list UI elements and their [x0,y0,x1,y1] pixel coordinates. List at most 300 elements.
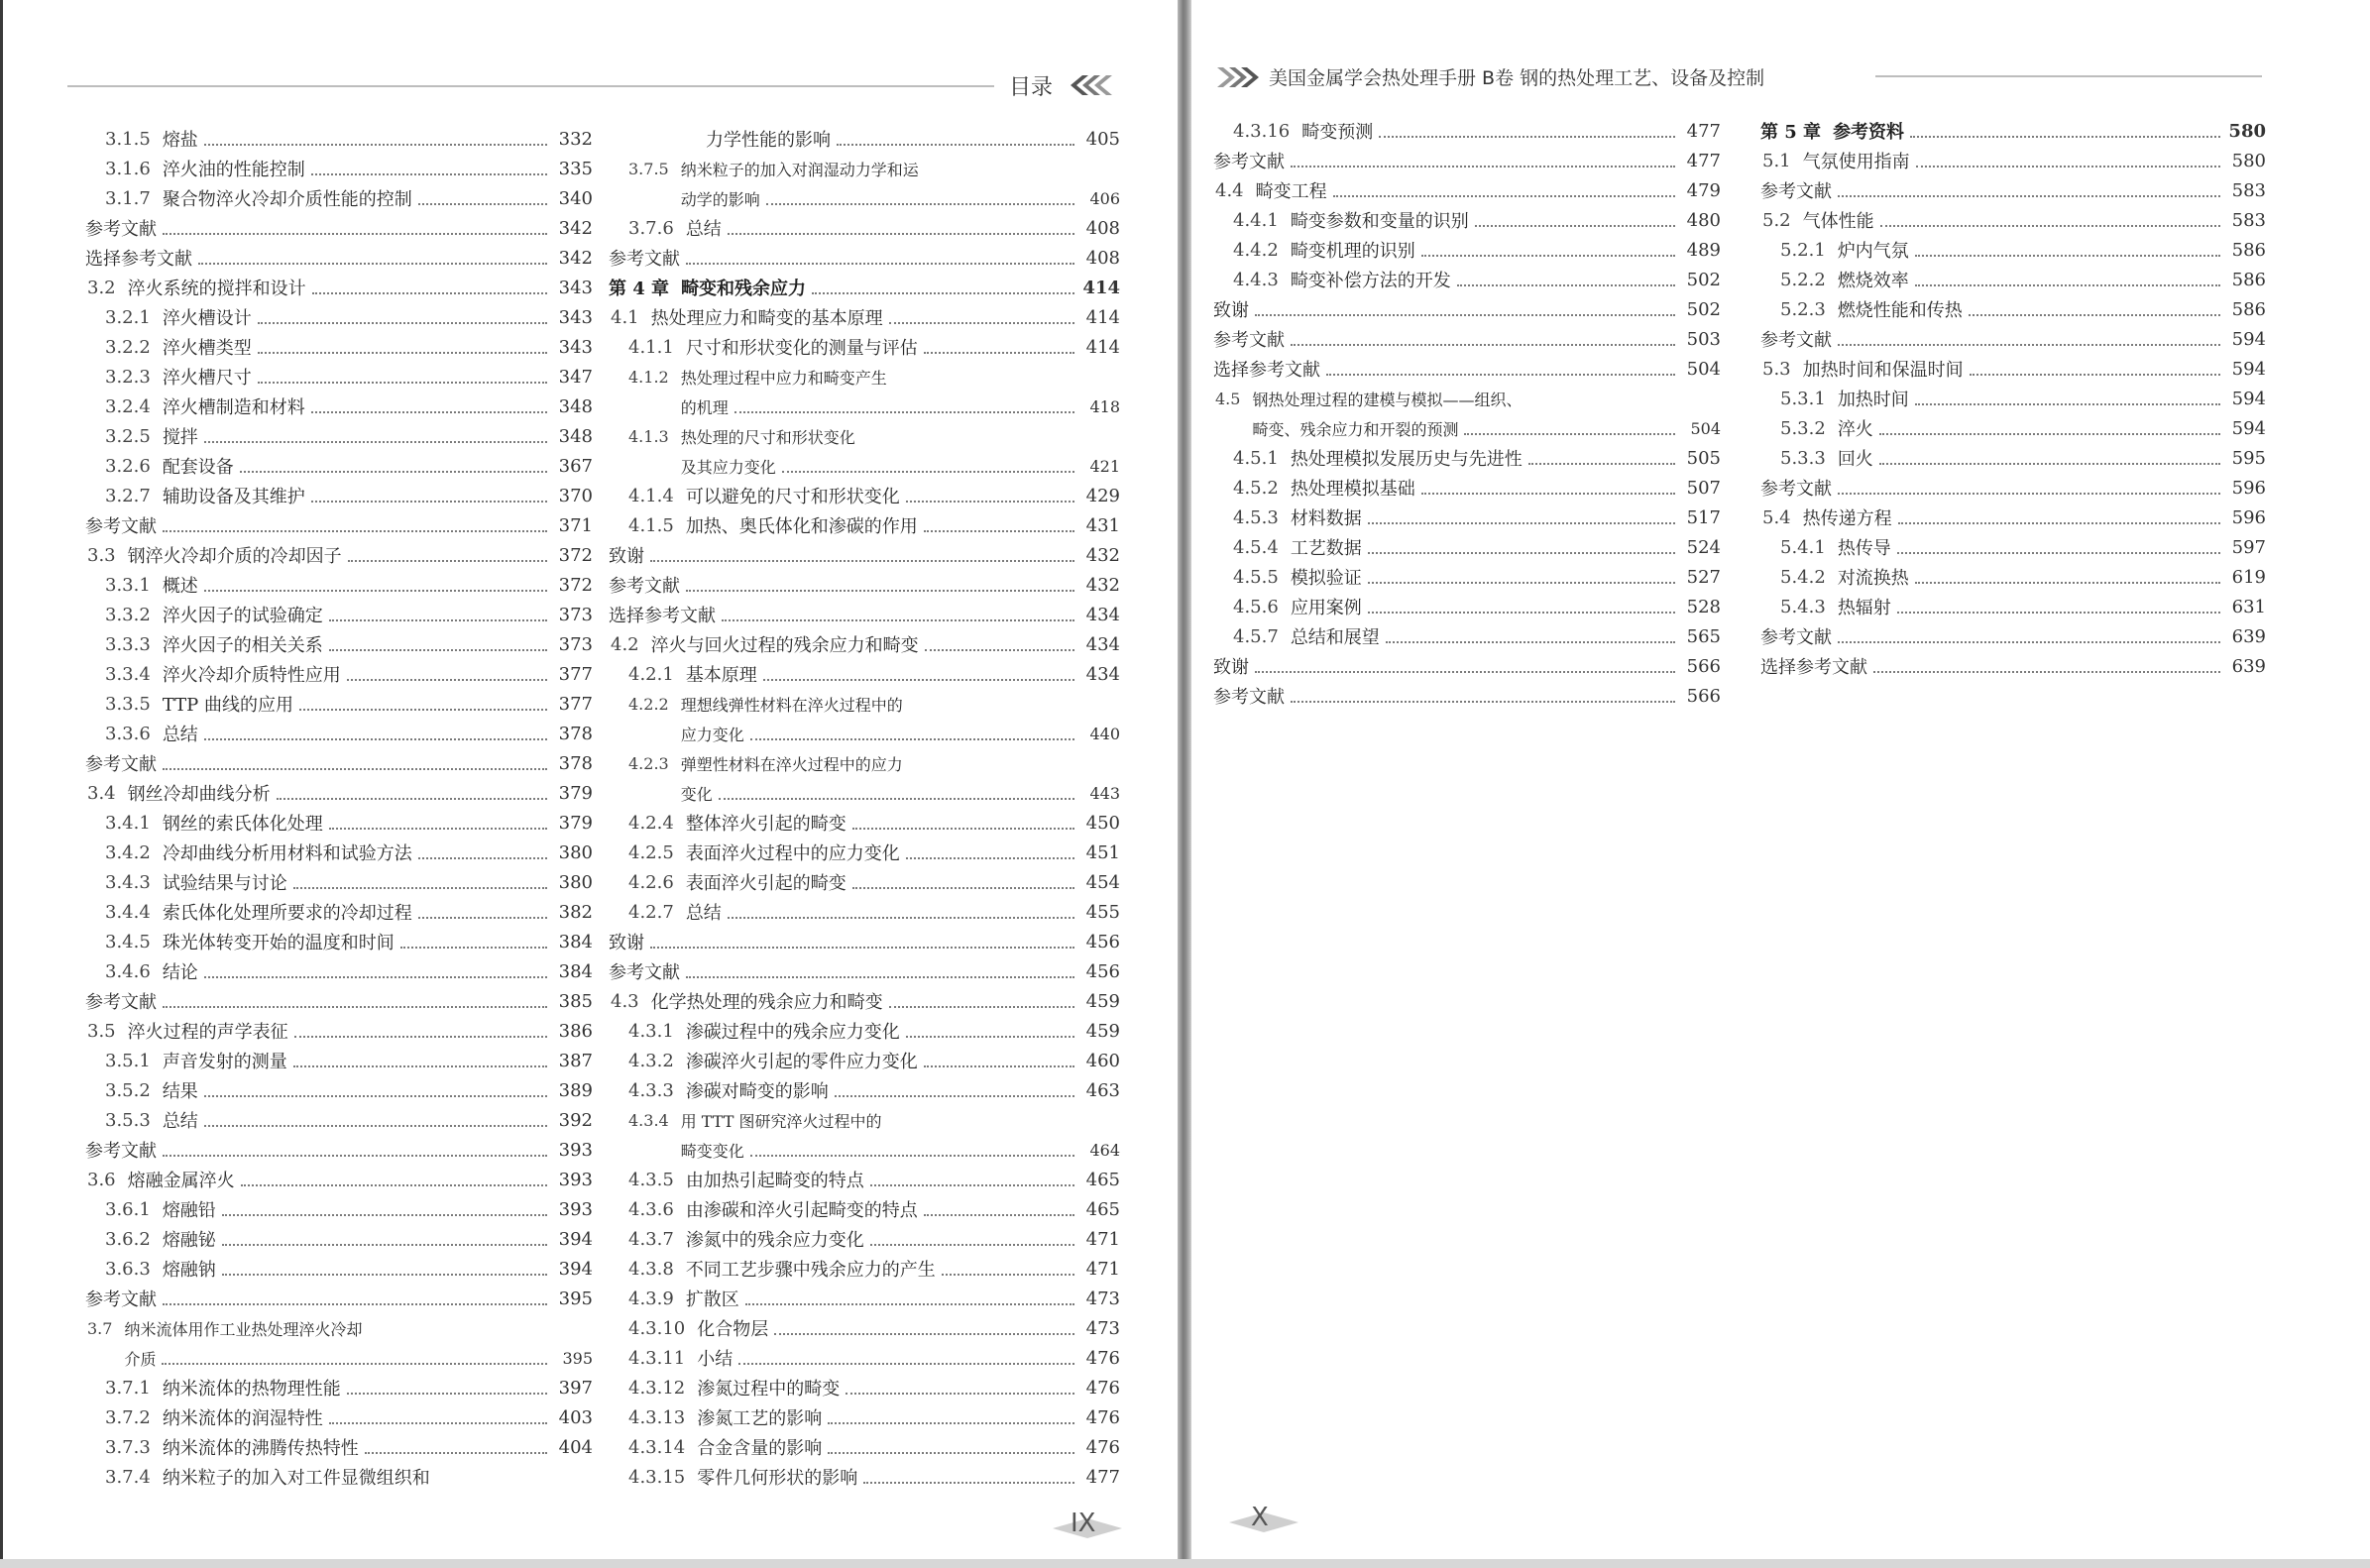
toc-number: 5.2.1 [1780,239,1826,261]
toc-entry[interactable] [1213,235,1721,265]
toc-entry[interactable] [85,1194,593,1224]
toc-entry[interactable] [85,481,593,510]
toc-entry[interactable] [609,273,1120,302]
toc-entry[interactable] [1760,175,2266,205]
toc-page: 394 [558,1228,593,1250]
toc-number: 3.5 [87,1020,116,1042]
toc-line [1760,621,2266,651]
toc-page: 586 [2231,269,2266,290]
toc-entry[interactable] [609,1343,1120,1373]
toc-page: 382 [558,901,593,923]
toc-number: 3.2.2 [105,336,151,358]
toc-entry[interactable] [1213,503,1721,532]
toc-line [611,629,1120,659]
toc-leader-dots [258,343,547,354]
toc-page: 393 [558,1169,593,1190]
toc-title: 纳米流体的润湿特性 [162,1408,323,1429]
toc-title: 致谢 [609,546,644,567]
toc-title: 参考文献 [609,962,680,983]
toc-entry[interactable] [609,1016,1120,1046]
toc-title: 纳米粒子的加入对工件显微组织和 [162,1468,430,1489]
toc-entry[interactable] [609,570,1120,600]
toc-line [628,867,1120,897]
toc-line [105,154,593,183]
toc-entry[interactable] [85,719,593,748]
toc-line [628,481,1120,510]
toc-entry[interactable] [85,183,593,213]
toc-line [628,897,1120,927]
toc-leader-dots [204,1116,547,1127]
toc-entry[interactable] [609,124,1120,154]
toc-title: 热处理的尺寸和形状变化 [680,427,855,447]
toc-leader-dots [1291,692,1675,703]
toc-entry[interactable] [609,956,1120,986]
toc-leader-dots [686,581,1074,592]
toc-entry[interactable] [609,927,1120,956]
toc-entry[interactable] [609,1462,1120,1492]
toc-entry[interactable] [85,689,593,719]
toc-title: 选择参考文献 [1760,657,1867,678]
toc-entry[interactable] [1760,265,2266,294]
double-chevron-left-icon [1069,73,1114,97]
toc-entry[interactable] [85,1016,593,1046]
toc-line [1762,146,2266,175]
toc-line [1233,562,1721,592]
toc-title: 聚合物淬火冷却介质性能的控制 [162,189,412,210]
toc-number: 4.2.3 [628,753,669,773]
toc-line [1215,413,1721,443]
toc-page: 380 [558,841,593,863]
toc-page: 507 [1686,477,1721,499]
toc-entry[interactable] [1760,592,2266,621]
toc-title: 由渗碳和淬火引起畸变的特点 [685,1200,918,1221]
toc-title: 及其应力变化 [680,457,776,477]
toc-number: 3.2.4 [105,395,151,417]
toc-entry[interactable] [1213,621,1721,651]
toc-leader-dots [863,1473,1074,1484]
toc-entry[interactable] [1213,146,1721,175]
toc-line [609,243,1120,273]
toc-number: 4.3.9 [628,1288,674,1309]
toc-entry[interactable] [85,629,593,659]
toc-number: 5.3.3 [1780,447,1826,469]
toc-entry[interactable] [609,1224,1120,1254]
toc-page: 471 [1085,1258,1120,1280]
toc-line [87,1165,593,1194]
toc-entry[interactable] [609,867,1120,897]
toc-line [105,1402,593,1432]
toc-page: 347 [558,366,593,388]
toc-title: 燃烧效率 [1837,271,1909,291]
toc-title: 致谢 [609,933,644,953]
toc-entry[interactable] [85,1046,593,1075]
toc-entry[interactable] [609,1254,1120,1284]
toc-leader-dots [163,224,547,235]
toc-entry[interactable] [1760,651,2266,681]
toc-line [87,273,593,302]
toc-entry[interactable] [85,510,593,540]
toc-number: 5.2.2 [1780,269,1826,290]
toc-number: 4.1.3 [628,426,669,446]
toc-title: 选择参考文献 [1213,360,1320,381]
toc-entry[interactable] [1760,116,2266,146]
toc-title: 参考文献 [609,576,680,597]
toc-title: 小结 [697,1349,734,1370]
toc-entry[interactable] [85,124,593,154]
toc-page: 418 [1089,396,1120,416]
toc-line [628,1284,1120,1313]
toc-page: 465 [1085,1198,1120,1220]
toc-entry[interactable] [609,1402,1120,1432]
toc-entry[interactable] [609,748,1120,808]
toc-entry[interactable] [1760,294,2266,324]
toc-entry[interactable] [85,1165,593,1194]
toc-number: 3.2.7 [105,485,151,506]
toc-leader-dots [162,1354,547,1365]
toc-number: 3.4.3 [105,871,151,893]
toc-title: 珠光体转变开始的温度和时间 [162,933,395,953]
toc-number: 4.5.5 [1233,566,1279,588]
toc-title: 热辐射 [1837,598,1891,618]
toc-line [85,986,593,1016]
toc-entry[interactable] [85,392,593,421]
toc-line [105,629,593,659]
toc-page: 489 [1686,239,1721,261]
toc-number: 5.4.2 [1780,566,1826,588]
toc-entry[interactable] [609,243,1120,273]
toc-entry[interactable] [609,362,1120,421]
toc-page: 434 [1085,604,1120,625]
toc-page: 367 [558,455,593,477]
toc-leader-dots [348,551,547,562]
toc-number: 5.4.1 [1780,536,1826,558]
toc-page: 565 [1686,625,1721,647]
toc-page: 406 [1089,188,1120,208]
toc-entry[interactable] [85,1462,593,1492]
toc-number: 3.4 [87,782,116,804]
toc-entry[interactable] [1213,651,1721,681]
toc-entry[interactable] [85,897,593,927]
toc-entry[interactable] [85,332,593,362]
left-header-rule [67,85,994,87]
toc-entry[interactable] [609,1075,1120,1105]
toc-entry[interactable] [1760,621,2266,651]
toc-title: 淬火槽设计 [162,308,252,329]
toc-title: 加热时间和保温时间 [1802,360,1964,381]
toc-page: 414 [1085,306,1120,328]
toc-leader-dots [258,313,547,324]
toc-entry[interactable] [1760,354,2266,384]
toc-leader-dots [1368,543,1675,554]
toc-entry[interactable] [1760,413,2266,443]
toc-page: 505 [1686,447,1721,469]
toc-entry[interactable] [85,838,593,867]
toc-entry[interactable] [85,1313,593,1373]
toc-leader-dots [1879,424,2220,435]
toc-entry[interactable] [85,540,593,570]
toc-line [628,1075,1120,1105]
toc-entry[interactable] [609,1194,1120,1224]
toc-entry[interactable] [85,154,593,183]
toc-title: 畸变补偿方法的开发 [1290,271,1451,291]
toc-number: 4.3.4 [628,1110,669,1130]
toc-entry[interactable] [1213,175,1721,205]
toc-title: 畸变、残余应力和开裂的预测 [1252,419,1459,439]
toc-entry[interactable] [85,748,593,778]
toc-line [105,124,593,154]
toc-entry[interactable] [85,1402,593,1432]
toc-number: 4.5.3 [1233,506,1279,528]
toc-leader-dots [204,135,547,146]
toc-leader-dots [1915,276,2220,286]
toc-line [85,1135,593,1165]
toc-number: 4.5.2 [1233,477,1279,499]
toc-title: 应力变化 [680,725,744,744]
toc-entry[interactable] [85,421,593,451]
toc-entry[interactable] [85,986,593,1016]
toc-entry[interactable] [1760,562,2266,592]
toc-entry[interactable] [609,689,1120,748]
toc-leader-dots [311,402,547,413]
toc-line [1780,294,2266,324]
toc-page: 403 [558,1406,593,1428]
toc-entry[interactable] [85,1224,593,1254]
toc-entry[interactable] [609,540,1120,570]
toc-column-1 [85,124,593,1492]
toc-entry[interactable] [1213,265,1721,294]
toc-entry[interactable] [85,243,593,273]
toc-entry[interactable] [1213,532,1721,562]
toc-entry[interactable] [85,213,593,243]
toc-page: 386 [558,1020,593,1042]
toc-entry[interactable] [85,1284,593,1313]
toc-leader-dots [1291,335,1675,346]
toc-entry[interactable] [609,154,1120,213]
toc-number: 3.4.4 [105,901,151,923]
toc-leader-dots [1464,424,1675,435]
toc-page: 473 [1085,1288,1120,1309]
toc-entry[interactable] [609,808,1120,838]
toc-entry[interactable] [1213,592,1721,621]
toc-page: 517 [1686,506,1721,528]
toc-page: 631 [2231,596,2266,617]
toc-entry[interactable] [85,867,593,897]
toc-number: 4.1 [611,306,639,328]
toc-entry[interactable] [1213,562,1721,592]
toc-entry[interactable] [1760,473,2266,503]
toc-page: 392 [558,1109,593,1131]
toc-entry[interactable] [1760,443,2266,473]
toc-entry[interactable] [1213,324,1721,354]
toc-title: 纳米流体的沸腾传热特性 [162,1438,359,1459]
toc-line [105,838,593,867]
toc-entry[interactable] [1213,681,1721,711]
toc-line [1215,384,1721,413]
toc-title: 气氛使用指南 [1802,152,1910,172]
toc-entry[interactable] [1213,473,1721,503]
toc-entry[interactable] [85,927,593,956]
toc-line [1762,205,2266,235]
toc-leader-dots [846,1384,1074,1395]
toc-entry[interactable] [85,1432,593,1462]
toc-entry[interactable] [85,1254,593,1284]
toc-entry[interactable] [609,1046,1120,1075]
toc-entry[interactable] [609,838,1120,867]
toc-entry[interactable] [609,1313,1120,1343]
toc-line [105,1254,593,1284]
toc-leader-dots [1916,157,2220,168]
toc-title: 对流换热 [1837,568,1909,589]
toc-entry[interactable] [609,986,1120,1016]
toc-leader-dots [1255,305,1675,316]
toc-line [87,1313,593,1343]
toc-entry[interactable] [85,570,593,600]
toc-entry[interactable] [85,1373,593,1402]
toc-entry[interactable] [1760,146,2266,175]
toc-entry[interactable] [609,1165,1120,1194]
toc-line [1780,592,2266,621]
toc-number: 3.5.2 [105,1079,151,1101]
toc-entry[interactable] [609,600,1120,629]
toc-entry[interactable] [1213,354,1721,384]
toc-entry[interactable] [1213,205,1721,235]
toc-page: 459 [1085,1020,1120,1042]
toc-title: 整体淬火引起的畸变 [685,814,846,835]
toc-entry[interactable] [609,213,1120,243]
toc-entry[interactable] [1760,384,2266,413]
toc-number: 4.3.2 [628,1050,674,1071]
toc-line [628,748,1120,778]
toc-entry[interactable] [1760,503,2266,532]
toc-entry[interactable] [609,510,1120,540]
toc-line [1780,443,2266,473]
toc-entry[interactable] [1760,235,2266,265]
toc-page: 395 [558,1288,593,1309]
toc-entry[interactable] [609,421,1120,481]
toc-number: 3.3.6 [105,723,151,744]
toc-line [1233,503,1721,532]
toc-page: 387 [558,1050,593,1071]
toc-page: 379 [558,782,593,804]
toc-page: 479 [1686,179,1721,201]
toc-line [1233,116,1721,146]
toc-leader-dots [204,729,547,740]
toc-leader-dots [1838,484,2220,495]
toc-page: 348 [558,395,593,417]
toc-entry[interactable] [85,778,593,808]
toc-page: 421 [1089,456,1120,476]
toc-page: 504 [1690,418,1721,438]
toc-leader-dots [650,551,1074,562]
toc-title: 参考文献 [1213,687,1285,708]
toc-leader-dots [1873,662,2220,673]
toc-title: 参考文献 [1760,330,1832,351]
toc-title: 热处理应力和畸变的基本原理 [650,308,883,329]
toc-number: 3.2.3 [105,366,151,388]
toc-entry[interactable] [85,1105,593,1135]
toc-entry[interactable] [1760,324,2266,354]
toc-title: 热传递方程 [1802,508,1892,529]
toc-line [1233,205,1721,235]
toc-line [1233,592,1721,621]
toc-number: 3.2 [87,277,116,298]
toc-line [628,154,1120,183]
toc-line [609,540,1120,570]
toc-leader-dots [852,878,1074,889]
toc-entry[interactable] [609,629,1120,659]
toc-entry[interactable] [85,1135,593,1165]
toc-entry[interactable] [85,273,593,302]
toc-entry[interactable] [85,362,593,392]
toc-number: 4.2.7 [628,901,674,923]
toc-entry[interactable] [609,1284,1120,1313]
toc-leader-dots [163,1146,547,1157]
toc-page: 332 [558,128,593,150]
toc-page: 342 [558,247,593,269]
toc-line [628,1254,1120,1284]
toc-line [105,481,593,510]
toc-entry[interactable] [609,1105,1120,1165]
toc-title: 动学的影响 [680,189,760,209]
toc-leader-dots [1333,186,1675,197]
toc-entry[interactable] [609,332,1120,362]
toc-leader-dots [312,283,547,294]
toc-number: 4.5.4 [1233,536,1279,558]
toc-entry[interactable] [1213,443,1721,473]
toc-line [628,451,1120,481]
toc-line [609,956,1120,986]
toc-entry[interactable] [85,600,593,629]
toc-entry[interactable] [85,808,593,838]
toc-entry[interactable] [1213,294,1721,324]
toc-line [105,1432,593,1462]
toc-entry[interactable] [609,897,1120,927]
toc-title: 零件几何形状的影响 [697,1468,858,1489]
toc-line [105,897,593,927]
toc-page: 432 [1085,544,1120,566]
toc-entry[interactable] [1213,384,1721,443]
toc-title: 纳米粒子的加入对润湿动力学和运 [680,160,919,179]
toc-title: 结论 [162,962,198,983]
toc-entry[interactable] [85,302,593,332]
toc-entry[interactable] [85,956,593,986]
toc-entry[interactable] [609,1373,1120,1402]
toc-entry[interactable] [1760,205,2266,235]
toc-page: 384 [558,931,593,952]
toc-entry[interactable] [609,481,1120,510]
toc-line [1233,473,1721,503]
toc-entry[interactable] [85,1075,593,1105]
toc-title: 配套设备 [162,457,234,478]
toc-entry[interactable] [609,659,1120,689]
toc-page: 397 [558,1377,593,1399]
toc-page: 343 [558,277,593,298]
toc-entry[interactable] [85,659,593,689]
toc-line [1780,265,2266,294]
toc-entry[interactable] [609,1432,1120,1462]
toc-entry[interactable] [85,451,593,481]
toc-title: 回火 [1837,449,1873,470]
toc-entry[interactable] [609,302,1120,332]
toc-leader-dots [1970,365,2220,376]
toc-entry[interactable] [1213,116,1721,146]
toc-line [628,213,1120,243]
toc-title: 表面淬火引起的畸变 [685,873,846,894]
toc-title: 热处理过程中应力和畸变产生 [680,368,887,388]
toc-entry[interactable] [1760,532,2266,562]
toc-leader-dots [329,1413,547,1424]
toc-title: 理想线弹性材料在淬火过程中的 [680,695,903,715]
